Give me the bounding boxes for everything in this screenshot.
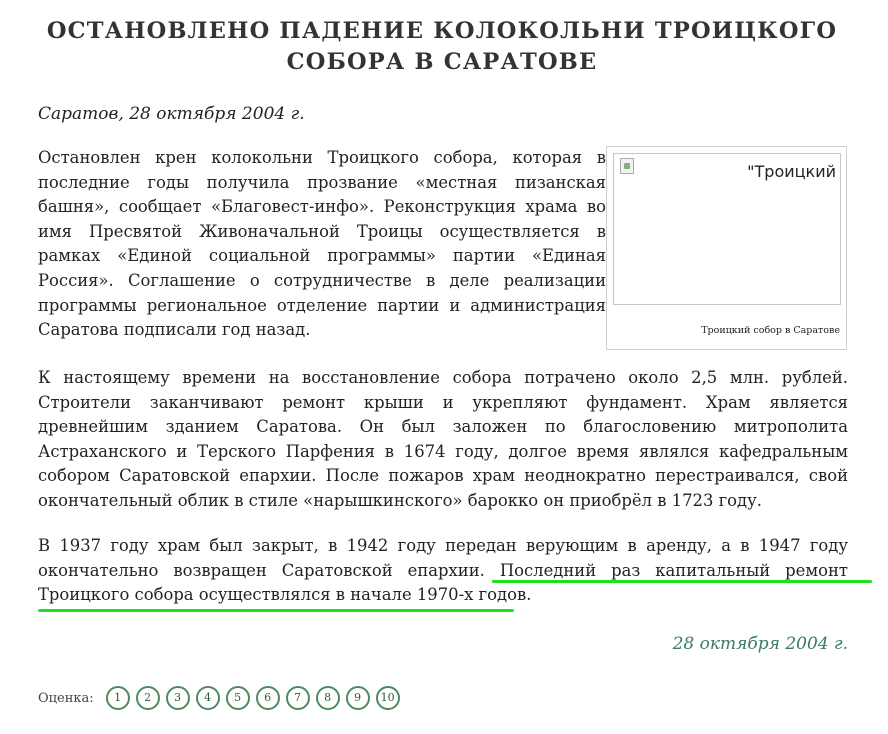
rating-button-7[interactable]: 7 [286,686,310,710]
rating-button-8[interactable]: 8 [316,686,340,710]
highlight-underline-1 [492,580,872,583]
article-dateline: Саратов, 28 октября 2004 г. [38,104,305,124]
highlight-underline-2 [38,609,514,612]
rating-button-3[interactable]: 3 [166,686,190,710]
rating-button-1[interactable]: 1 [106,686,130,710]
figure-caption: Троицкий собор в Саратове [701,325,840,336]
rating-widget [38,686,406,710]
article-paragraph-3: В 1937 году храм был закрыт, в 1942 году передан верующим в аренду, а в 1947 году окончательно возвращен Саратовской епархии. Последний раз капитальный ремонт Троицкого собора осуществлялся в начале 1970-х годов. [38,536,848,605]
rating-button-2[interactable]: 2 [136,686,160,710]
article-paragraph-2: К настоящему времени на восстановление собора потрачено около 2,5 млн. рублей. Строители заканчивают ремонт крыши и укрепляют фундамент. Храм является древнейшим зданием Саратова. Он был заложен по благословению митрополита Астраханского и Терского Парфения в 1674 году, долгое время являлся кафедральным собором Саратовской епархии. После пожаров храм неоднократно перестраивался, свой окончательный облик в стиле «нарышкинского» барокко он приобрёл в 1723 году. [38,368,848,510]
article-figure [606,146,847,350]
image-alt-text: "Троицкий [747,162,836,181]
rating-button-6[interactable]: 6 [256,686,280,710]
broken-image-icon [620,158,634,174]
article-title: ОСТАНОВЛЕНО ПАДЕНИЕ КОЛОКОЛЬНИ ТРОИЦКОГО СОБОРА В САРАТОВЕ [46,18,838,75]
rating-label: Оценка: [38,690,94,706]
image-placeholder [613,153,841,305]
footer-date: 28 октября 2004 г. [672,634,848,654]
rating-button-5[interactable]: 5 [226,686,250,710]
rating-button-10[interactable]: 10 [376,686,400,710]
article-paragraph-1: Остановлен крен колокольни Троицкого собора, которая в последние годы получила прозвание «местная пизанская башня», сообщает «Благовест-инфо». Реконструкция храма во имя Пресвятой Живоначальной Троицы осуществляется в рамках «Единой социальной программы» партии «Единая Россия». Соглашение о сотрудничестве в деле реализации программы региональное отделение партии и администрация Саратова подписали год назад. [38,148,606,340]
rating-button-4[interactable]: 4 [196,686,220,710]
rating-button-9[interactable]: 9 [346,686,370,710]
